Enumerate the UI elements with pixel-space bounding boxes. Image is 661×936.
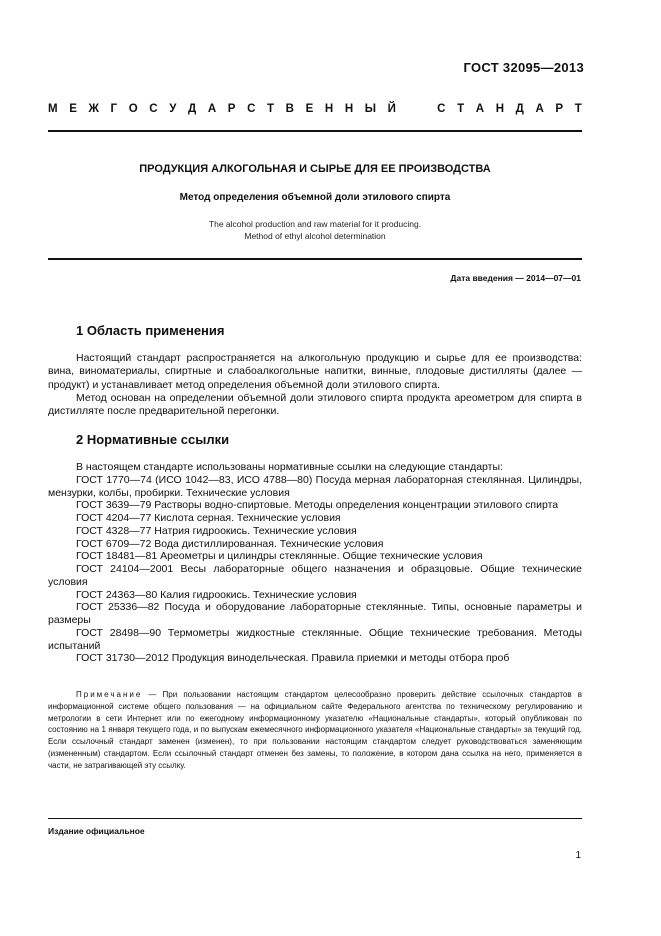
official-edition-label: Издание официальное <box>48 826 145 836</box>
heading-letter: Т <box>574 103 582 115</box>
heading-letter: М <box>48 103 58 115</box>
footer-rule <box>48 818 582 819</box>
heading-letter: Е <box>69 103 77 115</box>
reference-item: ГОСТ 31730—2012 Продукция винодельческая. Правила приемки и методы отбора проб <box>76 652 510 665</box>
reference-item: ГОСТ 4328—77 Натрия гидроокись. Технические условия <box>76 524 357 537</box>
section-2-heading: 2 Нормативные ссылки <box>76 432 230 447</box>
heading-letter: Д <box>188 103 197 115</box>
heading-letter: Н <box>344 103 354 115</box>
english-title-line1: The alcohol production and raw material for it producing. <box>208 219 422 229</box>
references-note <box>48 689 582 772</box>
note-label: Примечание <box>76 690 143 699</box>
heading-letter: Н <box>495 103 505 115</box>
heading-letter: У <box>169 103 177 115</box>
section-1-body <box>48 352 582 418</box>
heading-letter: Д <box>515 103 524 115</box>
section-1-paragraph-2: Метод основан на определении объемной доли этилового спирта продукта ареометром для спирта в дистилляте после предварительной перегонки. <box>48 391 582 418</box>
reference-item: ГОСТ 28498—90 Термометры жидкостные стеклянные. Общие технические требования. Методы испытаний <box>48 626 582 652</box>
heading-letter: С <box>247 103 256 115</box>
normative-references-list <box>48 461 582 665</box>
heading-letter: Ы <box>364 103 377 115</box>
heading-letter: Т <box>267 103 275 115</box>
reference-item: ГОСТ 24104—2001 Весы лабораторные общего назначения и образцовые. Общие технические условия <box>48 563 582 588</box>
interstate-standard-heading <box>48 103 582 115</box>
standard-number: ГОСТ 32095—2013 <box>463 60 584 75</box>
note-text: — При пользовании настоящим стандартом целесообразно проверить действие ссылочных стандартов в информационной системе общего пользования — на официальном сайте Федерального агентства по техническому регулированию и метрологии в сети Интернет или по ежегодному информационному указателю «Национальные стандарты», который опубликован по состоянию на 1 января текущего года, и по выпускам ежемесячного информационного указателя «Национальные стандарты» за текущий год. Если ссылочный стандарт заменен (изменен), то при пользовании настоящим стандартом следует руководствоваться заменяющим (измененным) стандартом. Если ссылочный стандарт отменен без замены, то положение, в котором дана ссылка на него, применяется в части, не затрагивающей эту ссылку. <box>48 690 582 770</box>
reference-item: ГОСТ 4204—77 Кислота серная. Технические условия <box>76 512 341 524</box>
heading-letter: С <box>437 103 446 115</box>
reference-item: ГОСТ 24363—80 Калия гидроокись. Технические условия <box>76 588 357 601</box>
reference-item: ГОСТ 3639—79 Растворы водно-спиртовые. Методы определения концентрации этилового спирта <box>76 499 559 512</box>
title-rule <box>48 258 582 260</box>
heading-letter: В <box>285 103 294 115</box>
introduction-date: Дата введения — 2014—07—01 <box>450 273 581 283</box>
heading-letter: О <box>128 103 138 115</box>
heading-letter: С <box>149 103 158 115</box>
heading-letter: Ж <box>88 103 99 115</box>
reference-item: ГОСТ 1770—74 (ИСО 1042—83, ИСО 4788—80) Посуда мерная лабораторная стеклянная. Цилиндры, мензурки, колбы, пробирки. Технические условия <box>48 473 582 499</box>
heading-letter: Й <box>387 103 396 115</box>
section-1-heading: 1 Область применения <box>76 323 225 338</box>
header-rule <box>48 130 582 132</box>
document-title: ПРОДУКЦИЯ АЛКОГОЛЬНАЯ И СЫРЬЕ ДЛЯ ЕЕ ПРОИЗВОДСТВА <box>139 163 491 175</box>
reference-item: ГОСТ 6709—72 Вода дистиллированная. Технические условия <box>76 537 384 550</box>
page-number: 1 <box>575 850 581 861</box>
heading-letter: Н <box>324 103 334 115</box>
reference-item: ГОСТ 25336—82 Посуда и оборудование лабораторные стеклянные. Типы, основные параметры и размеры <box>48 601 582 626</box>
heading-letter: Е <box>305 103 314 115</box>
heading-letter: А <box>475 103 485 115</box>
heading-letter: А <box>207 103 217 115</box>
english-title-line2: Method of ethyl alcohol determination <box>244 231 386 241</box>
section-1-paragraph-1: Настоящий стандарт распространяется на алкогольную продукцию и сырье для ее производства: вина, виноматериалы, спиртные и слабоалкогольные напитки, винные, плодовые дистилляты (далее — продукт) и устанавливает метод определения объемной доли этилового спирта. <box>48 352 582 391</box>
heading-letter: А <box>535 103 544 115</box>
heading-letter: Г <box>110 103 118 115</box>
heading-letter: Р <box>227 103 236 115</box>
reference-item: ГОСТ 18481—81 Ареометры и цилиндры стеклянные. Общие технические условия <box>76 550 483 563</box>
document-subtitle: Метод определения объемной доли этилового спирта <box>179 192 451 203</box>
references-intro: В настоящем стандарте использованы нормативные ссылки на следующие стандарты: <box>76 461 503 473</box>
heading-letter: Т <box>457 103 465 115</box>
heading-letter: Р <box>555 103 564 115</box>
